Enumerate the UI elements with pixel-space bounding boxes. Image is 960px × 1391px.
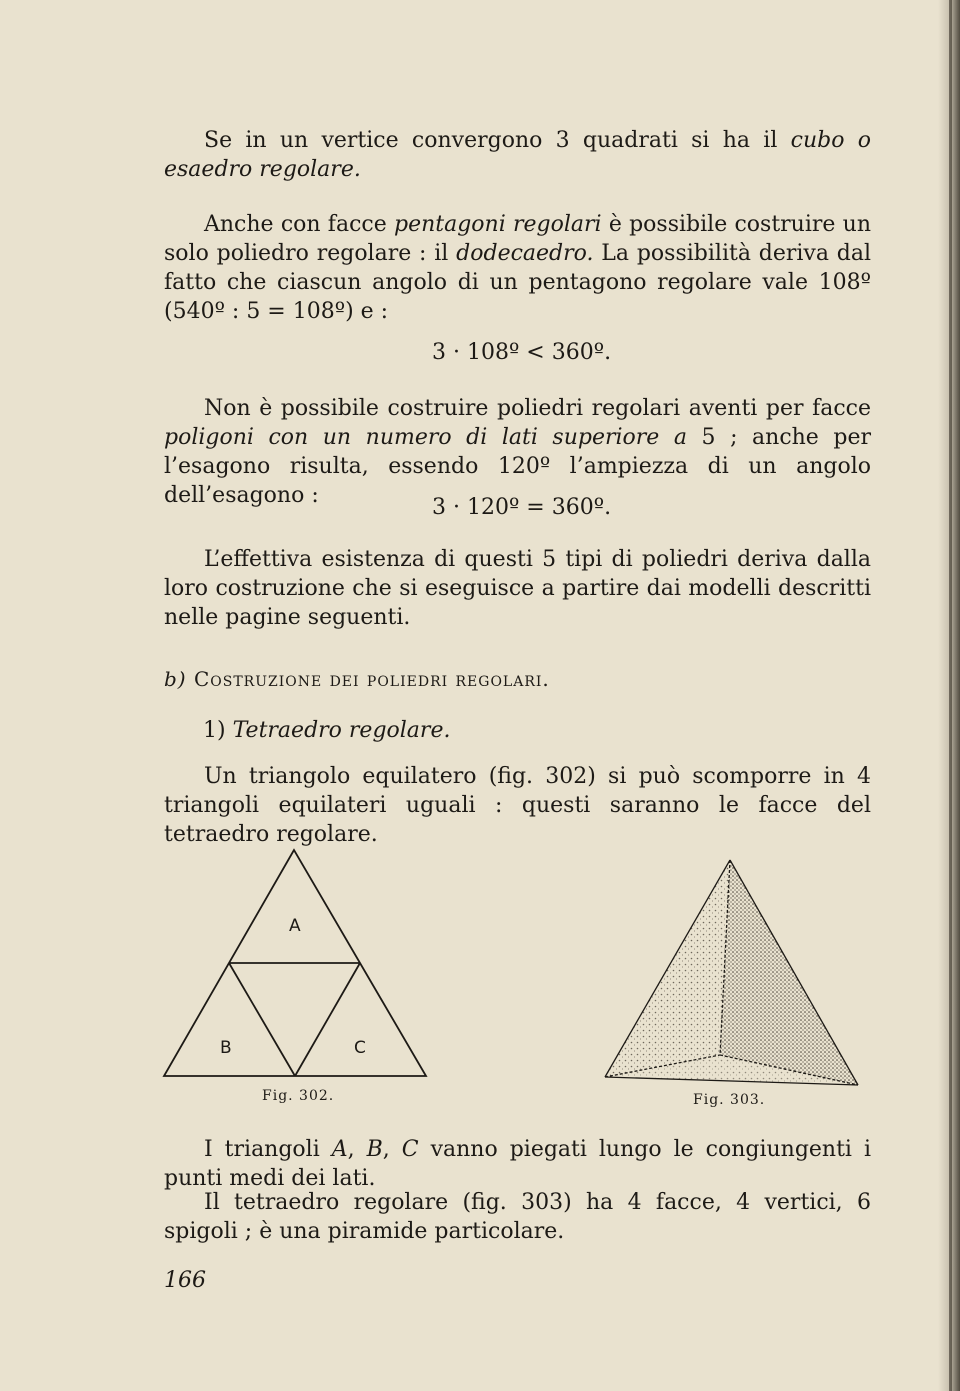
formula-pentagon-angle: 3 · 108º < 360º. <box>432 340 612 365</box>
subsection-heading: 1) Tetraedro regolare. <box>203 718 451 743</box>
midline-left <box>229 963 295 1076</box>
tetra-right-face <box>720 860 858 1085</box>
figure-302-triangle-net <box>162 848 432 1078</box>
paragraph-existence: L’effettiva esistenza di questi 5 tipi di poliedri deriva dalla loro costruzione che si eseguisce a partire dai modelli descritti nelle pagine seguenti. <box>164 547 871 630</box>
label-c: C <box>354 1038 366 1058</box>
midline-right <box>295 963 360 1076</box>
paragraph-hexagon: Non è possibile costruire poliedri regolari aventi per facce poligoni con un numero di lati superiore a 5 ; anche per l’esagono risulta, essendo 120º l’ampiezza di un angolo dell’esagono : <box>164 396 871 508</box>
caption-fig-302: Fig. 302. <box>262 1088 335 1104</box>
formula-hexagon-angle: 3 · 120º = 360º. <box>432 495 612 520</box>
page-number: 166 <box>164 1268 206 1293</box>
paragraph-cube: Se in un vertice convergono 3 quadrati si ha il cubo o esaedro regolare. <box>164 128 871 182</box>
caption-fig-303: Fig. 303. <box>693 1092 766 1108</box>
section-heading: b) Costruzione dei poliedri regolari. <box>164 667 550 691</box>
paragraph-dodecahedron: Anche con facce pentagoni regolari è possibile costruire un solo poliedro regolare : il dodecaedro. La possibilità deriva dal fatto che ciascun angolo di un pentagono regolare vale 108º (540º : 5 = 108º) e : <box>164 212 872 324</box>
paragraph-triangle: Un triangolo equilatero (fig. 302) si può scomporre in 4 triangoli equilateri uguali : questi saranno le facce del tetraedro regolare. <box>164 764 871 847</box>
label-a: A <box>289 916 301 936</box>
paragraph-folding: I triangoli A, B, C vanno piegati lungo le congiungenti i punti medi dei lati. <box>164 1137 871 1191</box>
figure-303-tetrahedron <box>600 855 860 1085</box>
label-b: B <box>220 1038 232 1058</box>
page-binding-edge <box>949 0 952 1391</box>
paragraph-tetrahedron: Il tetraedro regolare (fig. 303) ha 4 facce, 4 vertici, 6 spigoli ; è una piramide particolare. <box>164 1190 871 1244</box>
